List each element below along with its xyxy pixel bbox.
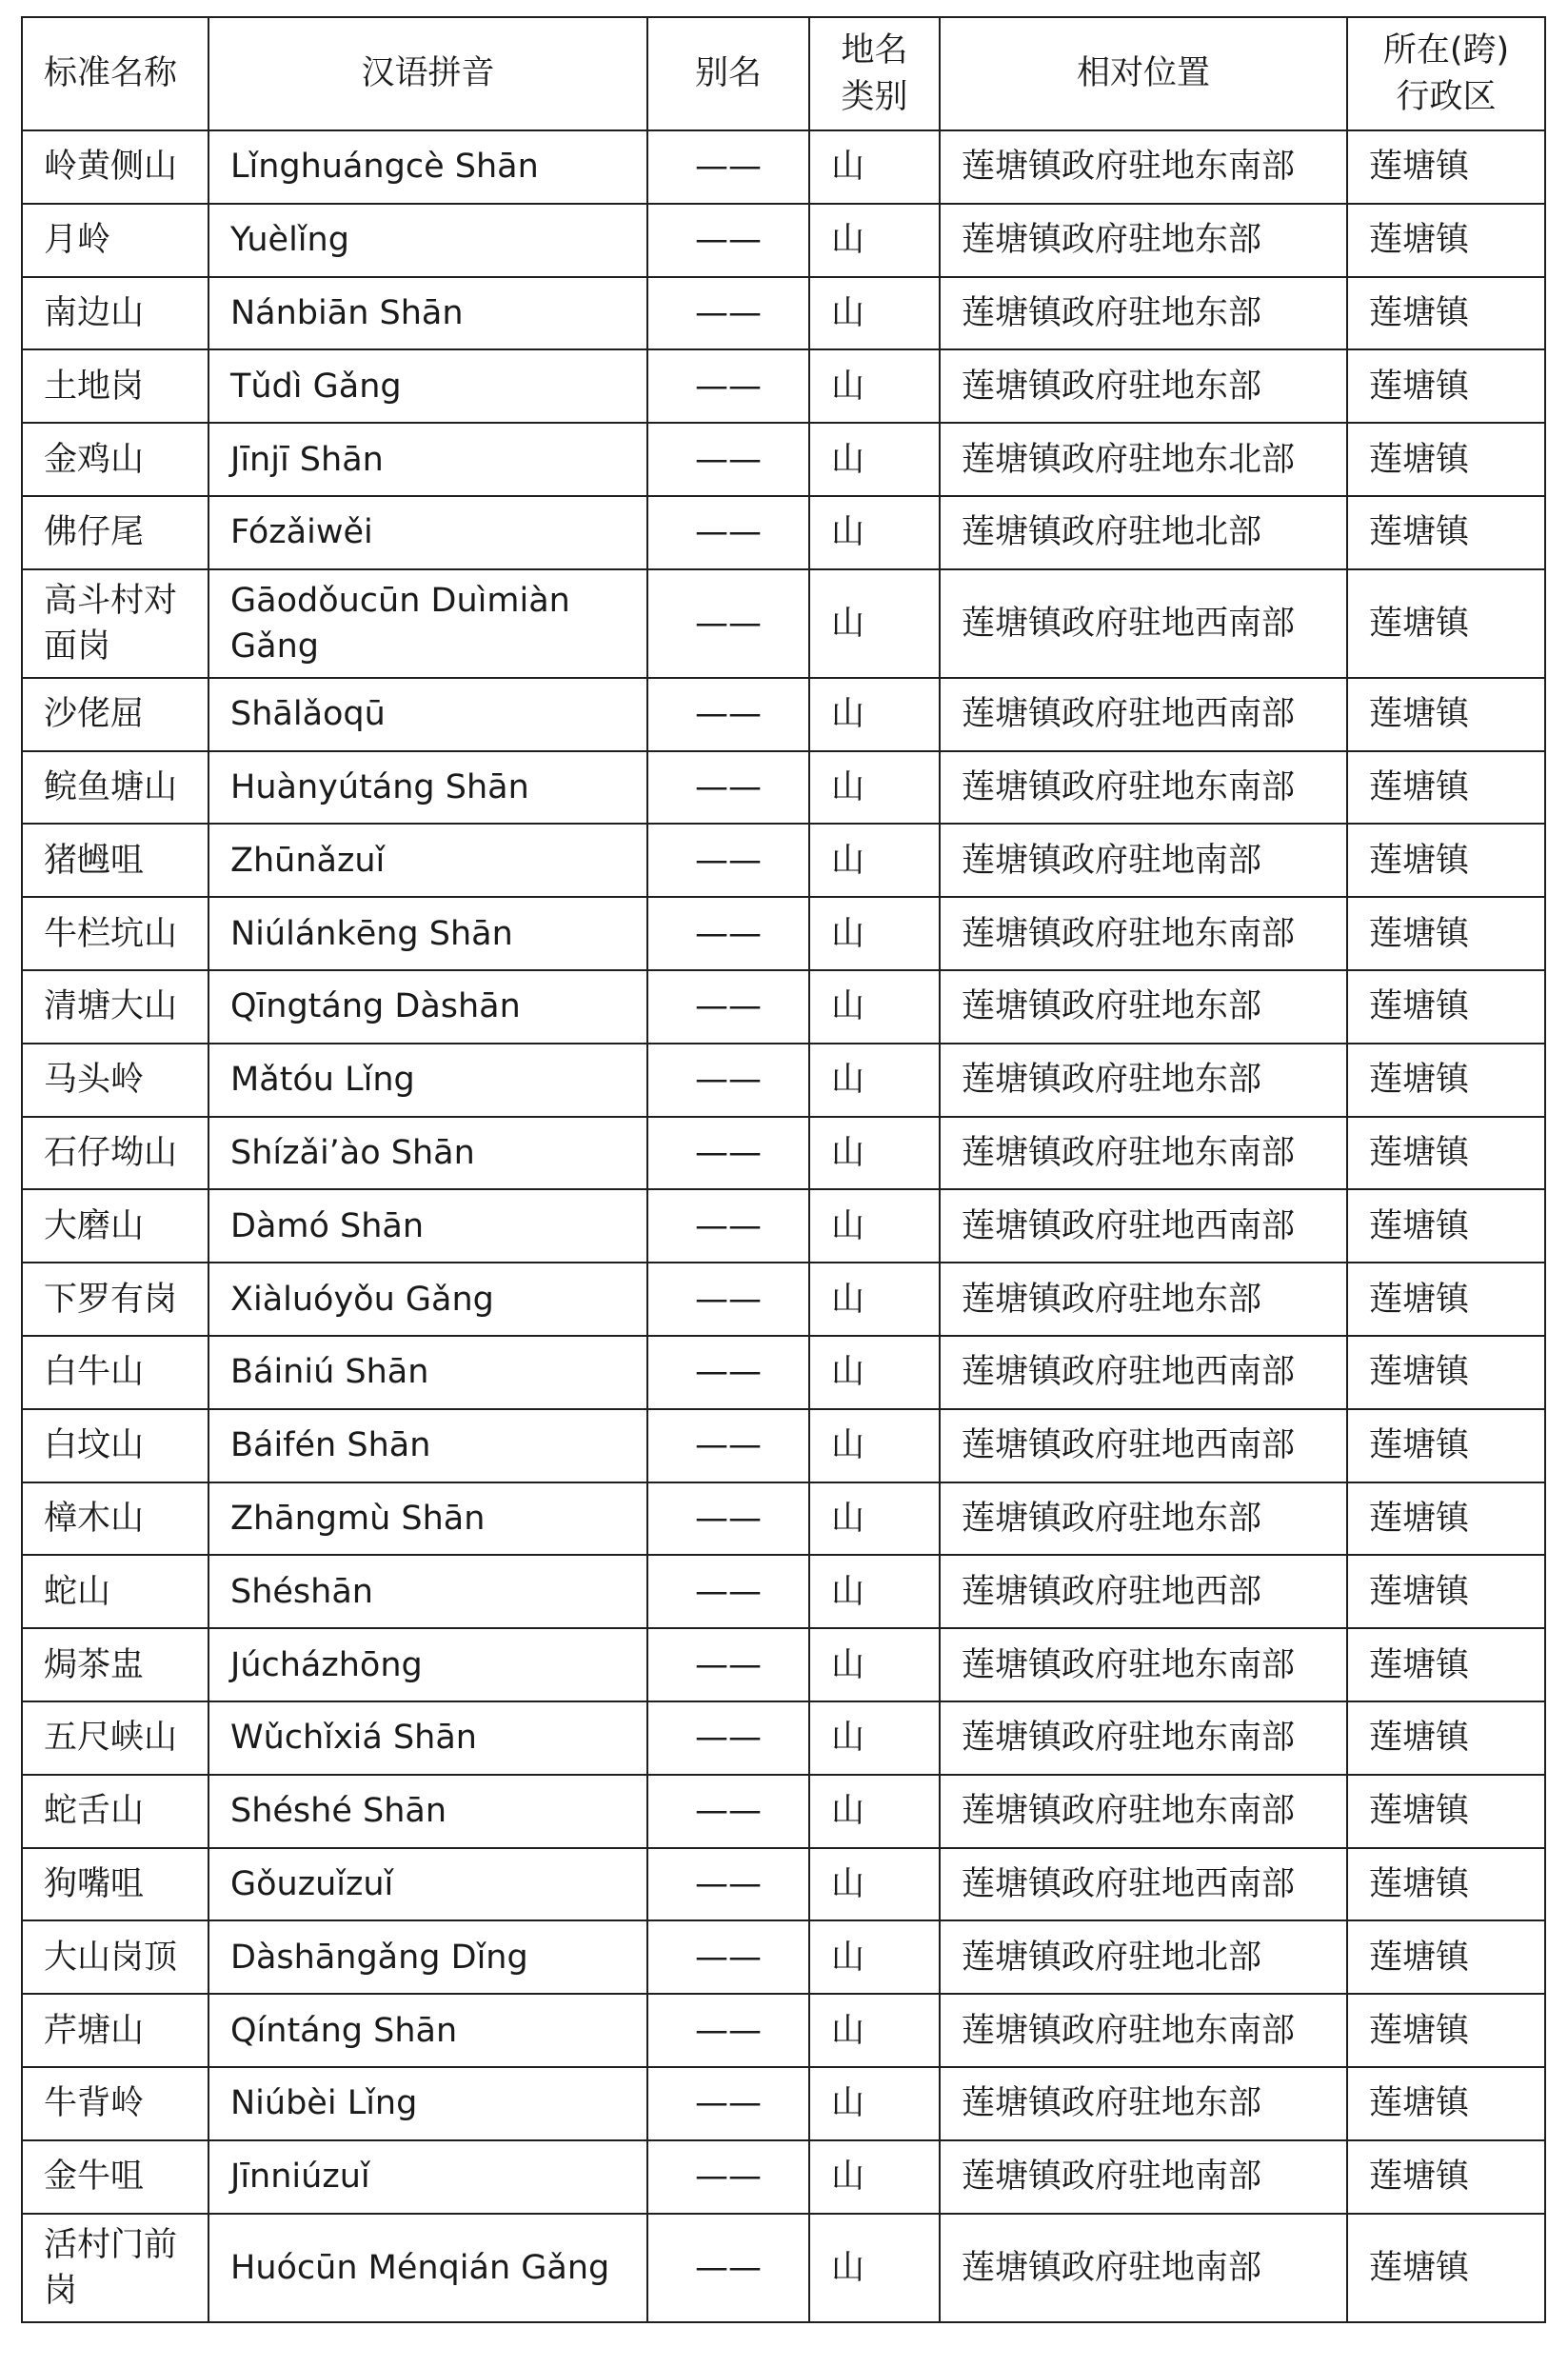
cell-pinyin: Shízǎi’ào Shān [208, 1117, 647, 1190]
table-row [22, 496, 1545, 569]
place-name-table-sheet [21, 16, 1544, 2349]
cell-admin-region: 莲塘镇 [1347, 970, 1545, 1044]
cell-relative-position: 莲塘镇政府驻地东部 [940, 204, 1347, 277]
cell-alias: —— [647, 204, 809, 277]
cell-pinyin: Gǒuzuǐzuǐ [208, 1848, 647, 1921]
cell-admin-region: 莲塘镇 [1347, 130, 1545, 204]
cell-relative-position: 莲塘镇政府驻地东南部 [940, 130, 1347, 204]
table-row [22, 1628, 1545, 1701]
cell-relative-position: 莲塘镇政府驻地东部 [940, 277, 1347, 350]
cell-pinyin: Huócūn Ménqián Gǎng [208, 2214, 647, 2322]
cell-category: 山 [809, 1701, 940, 1775]
cell-pinyin: Qīngtáng Dàshān [208, 970, 647, 1044]
cell-admin-region: 莲塘镇 [1347, 824, 1545, 897]
cell-standard-name: 下罗有岗 [22, 1263, 208, 1336]
cell-relative-position: 莲塘镇政府驻地东南部 [940, 1117, 1347, 1190]
header-relative-position: 相对位置 [940, 17, 1347, 130]
cell-admin-region: 莲塘镇 [1347, 1775, 1545, 1848]
table-row [22, 970, 1545, 1044]
cell-standard-name: 樟木山 [22, 1482, 208, 1556]
cell-standard-name: 白牛山 [22, 1336, 208, 1409]
table-row [22, 1482, 1545, 1556]
cell-category: 山 [809, 1044, 940, 1117]
table-row [22, 824, 1545, 897]
cell-admin-region: 莲塘镇 [1347, 1848, 1545, 1921]
cell-alias: —— [647, 277, 809, 350]
cell-relative-position: 莲塘镇政府驻地东南部 [940, 897, 1347, 970]
table-row [22, 897, 1545, 970]
table-row [22, 1775, 1545, 1848]
cell-pinyin: Lǐnghuángcè Shān [208, 130, 647, 204]
table-row [22, 204, 1545, 277]
cell-admin-region: 莲塘镇 [1347, 277, 1545, 350]
cell-alias: —— [647, 1189, 809, 1263]
table-row [22, 423, 1545, 496]
cell-pinyin: Dàshāngǎng Dǐng [208, 1920, 647, 1994]
cell-relative-position: 莲塘镇政府驻地西部 [940, 1555, 1347, 1628]
cell-admin-region: 莲塘镇 [1347, 2067, 1545, 2140]
table-row [22, 1336, 1545, 1409]
table-row [22, 1555, 1545, 1628]
cell-pinyin: Shéshān [208, 1555, 647, 1628]
cell-standard-name: 清塘大山 [22, 970, 208, 1044]
table-row [22, 1263, 1545, 1336]
cell-relative-position: 莲塘镇政府驻地南部 [940, 2140, 1347, 2214]
cell-pinyin: Niúbèi Lǐng [208, 2067, 647, 2140]
cell-alias: —— [647, 1994, 809, 2067]
cell-alias: —— [647, 897, 809, 970]
cell-category: 山 [809, 423, 940, 496]
cell-standard-name: 沙佬屈 [22, 678, 208, 751]
cell-standard-name: 活村门前岗 [22, 2214, 208, 2322]
cell-standard-name: 五尺峡山 [22, 1701, 208, 1775]
cell-admin-region: 莲塘镇 [1347, 1994, 1545, 2067]
cell-category: 山 [809, 1848, 940, 1921]
cell-relative-position: 莲塘镇政府驻地东部 [940, 1482, 1347, 1556]
cell-alias: —— [647, 130, 809, 204]
cell-pinyin: Xiàluóyǒu Gǎng [208, 1263, 647, 1336]
cell-standard-name: 狗嘴咀 [22, 1848, 208, 1921]
cell-relative-position: 莲塘镇政府驻地西南部 [940, 1409, 1347, 1482]
cell-relative-position: 莲塘镇政府驻地南部 [940, 2214, 1347, 2322]
cell-category: 山 [809, 2140, 940, 2214]
cell-relative-position: 莲塘镇政府驻地西南部 [940, 1189, 1347, 1263]
cell-category: 山 [809, 569, 940, 678]
header-category: 地名 类别 [809, 17, 940, 130]
cell-standard-name: 芹塘山 [22, 1994, 208, 2067]
table-row [22, 1848, 1545, 1921]
cell-standard-name: 鲩鱼塘山 [22, 751, 208, 825]
cell-relative-position: 莲塘镇政府驻地西南部 [940, 678, 1347, 751]
cell-alias: —— [647, 1701, 809, 1775]
cell-pinyin: Qíntáng Shān [208, 1994, 647, 2067]
cell-pinyin: Báifén Shān [208, 1409, 647, 1482]
cell-admin-region: 莲塘镇 [1347, 496, 1545, 569]
cell-category: 山 [809, 970, 940, 1044]
cell-relative-position: 莲塘镇政府驻地北部 [940, 1920, 1347, 1994]
cell-category: 山 [809, 277, 940, 350]
table-row [22, 1409, 1545, 1482]
cell-standard-name: 金鸡山 [22, 423, 208, 496]
cell-category: 山 [809, 1920, 940, 1994]
cell-category: 山 [809, 496, 940, 569]
table-row [22, 1117, 1545, 1190]
table-row [22, 1701, 1545, 1775]
cell-relative-position: 莲塘镇政府驻地东部 [940, 349, 1347, 423]
cell-admin-region: 莲塘镇 [1347, 1628, 1545, 1701]
table-row [22, 130, 1545, 204]
cell-alias: —— [647, 1263, 809, 1336]
cell-standard-name: 石仔坳山 [22, 1117, 208, 1190]
cell-relative-position: 莲塘镇政府驻地东部 [940, 970, 1347, 1044]
cell-standard-name: 蛇舌山 [22, 1775, 208, 1848]
cell-pinyin: Shéshé Shān [208, 1775, 647, 1848]
cell-category: 山 [809, 204, 940, 277]
cell-standard-name: 土地岗 [22, 349, 208, 423]
cell-pinyin: Niúlánkēng Shān [208, 897, 647, 970]
cell-relative-position: 莲塘镇政府驻地东南部 [940, 1628, 1347, 1701]
cell-relative-position: 莲塘镇政府驻地东部 [940, 1044, 1347, 1117]
cell-standard-name: 白坟山 [22, 1409, 208, 1482]
header-admin-region: 所在(跨) 行政区 [1347, 17, 1545, 130]
cell-admin-region: 莲塘镇 [1347, 1409, 1545, 1482]
cell-pinyin: Shālǎoqū [208, 678, 647, 751]
cell-category: 山 [809, 678, 940, 751]
cell-relative-position: 莲塘镇政府驻地东南部 [940, 1994, 1347, 2067]
header-alias: 别名 [647, 17, 809, 130]
table-row [22, 349, 1545, 423]
cell-relative-position: 莲塘镇政府驻地东部 [940, 1263, 1347, 1336]
cell-admin-region: 莲塘镇 [1347, 1920, 1545, 1994]
cell-standard-name: 大山岗顶 [22, 1920, 208, 1994]
table-row [22, 569, 1545, 678]
place-name-table [21, 16, 1546, 2323]
cell-standard-name: 猪乸咀 [22, 824, 208, 897]
cell-admin-region: 莲塘镇 [1347, 678, 1545, 751]
cell-pinyin: Jīnjī Shān [208, 423, 647, 496]
cell-admin-region: 莲塘镇 [1347, 349, 1545, 423]
cell-pinyin: Zhāngmù Shān [208, 1482, 647, 1556]
cell-alias: —— [647, 1117, 809, 1190]
table-row [22, 277, 1545, 350]
cell-admin-region: 莲塘镇 [1347, 204, 1545, 277]
cell-pinyin: Mǎtóu Lǐng [208, 1044, 647, 1117]
cell-admin-region: 莲塘镇 [1347, 2140, 1545, 2214]
cell-alias: —— [647, 2214, 809, 2322]
cell-alias: —— [647, 1775, 809, 1848]
cell-admin-region: 莲塘镇 [1347, 1482, 1545, 1556]
cell-pinyin: Júcházhōng [208, 1628, 647, 1701]
cell-category: 山 [809, 1775, 940, 1848]
table-row [22, 1994, 1545, 2067]
cell-standard-name: 牛栏坑山 [22, 897, 208, 970]
cell-pinyin: Báiniú Shān [208, 1336, 647, 1409]
cell-category: 山 [809, 1336, 940, 1409]
cell-relative-position: 莲塘镇政府驻地东南部 [940, 751, 1347, 825]
cell-category: 山 [809, 2067, 940, 2140]
cell-alias: —— [647, 1482, 809, 1556]
cell-admin-region: 莲塘镇 [1347, 1336, 1545, 1409]
cell-category: 山 [809, 1263, 940, 1336]
header-pinyin: 汉语拼音 [208, 17, 647, 130]
cell-alias: —— [647, 824, 809, 897]
cell-alias: —— [647, 2067, 809, 2140]
cell-category: 山 [809, 1117, 940, 1190]
cell-relative-position: 莲塘镇政府驻地东北部 [940, 423, 1347, 496]
cell-category: 山 [809, 130, 940, 204]
cell-relative-position: 莲塘镇政府驻地东南部 [940, 1775, 1347, 1848]
cell-category: 山 [809, 1994, 940, 2067]
cell-alias: —— [647, 1628, 809, 1701]
cell-admin-region: 莲塘镇 [1347, 1555, 1545, 1628]
cell-alias: —— [647, 1848, 809, 1921]
cell-alias: —— [647, 1044, 809, 1117]
cell-admin-region: 莲塘镇 [1347, 1117, 1545, 1190]
cell-admin-region: 莲塘镇 [1347, 1701, 1545, 1775]
cell-category: 山 [809, 2214, 940, 2322]
cell-standard-name: 月岭 [22, 204, 208, 277]
cell-pinyin: Zhūnǎzuǐ [208, 824, 647, 897]
table-row [22, 751, 1545, 825]
cell-alias: —— [647, 678, 809, 751]
cell-category: 山 [809, 824, 940, 897]
cell-relative-position: 莲塘镇政府驻地北部 [940, 496, 1347, 569]
cell-admin-region: 莲塘镇 [1347, 897, 1545, 970]
cell-standard-name: 高斗村对面岗 [22, 569, 208, 678]
cell-category: 山 [809, 1409, 940, 1482]
cell-admin-region: 莲塘镇 [1347, 1044, 1545, 1117]
table-body [22, 130, 1545, 2322]
cell-pinyin: Gāodǒucūn Duìmiàn Gǎng [208, 569, 647, 678]
cell-alias: —— [647, 1336, 809, 1409]
cell-alias: —— [647, 569, 809, 678]
header-standard-name: 标准名称 [22, 17, 208, 130]
cell-standard-name: 蛇山 [22, 1555, 208, 1628]
cell-pinyin: Dàmó Shān [208, 1189, 647, 1263]
cell-alias: —— [647, 496, 809, 569]
header-row [22, 17, 1545, 130]
table-row [22, 1044, 1545, 1117]
cell-relative-position: 莲塘镇政府驻地西南部 [940, 569, 1347, 678]
cell-category: 山 [809, 349, 940, 423]
cell-relative-position: 莲塘镇政府驻地东部 [940, 2067, 1347, 2140]
cell-admin-region: 莲塘镇 [1347, 751, 1545, 825]
cell-category: 山 [809, 1189, 940, 1263]
cell-standard-name: 马头岭 [22, 1044, 208, 1117]
cell-relative-position: 莲塘镇政府驻地东南部 [940, 1701, 1347, 1775]
cell-pinyin: Jīnniúzuǐ [208, 2140, 647, 2214]
cell-standard-name: 金牛咀 [22, 2140, 208, 2214]
cell-relative-position: 莲塘镇政府驻地南部 [940, 824, 1347, 897]
cell-alias: —— [647, 1555, 809, 1628]
table-row [22, 1920, 1545, 1994]
cell-alias: —— [647, 1409, 809, 1482]
cell-alias: —— [647, 2140, 809, 2214]
table-row [22, 678, 1545, 751]
cell-category: 山 [809, 751, 940, 825]
cell-pinyin: Yuèlǐng [208, 204, 647, 277]
cell-pinyin: Huànyútáng Shān [208, 751, 647, 825]
table-row [22, 2214, 1545, 2322]
cell-pinyin: Nánbiān Shān [208, 277, 647, 350]
cell-admin-region: 莲塘镇 [1347, 423, 1545, 496]
cell-alias: —— [647, 751, 809, 825]
cell-standard-name: 佛仔尾 [22, 496, 208, 569]
cell-admin-region: 莲塘镇 [1347, 569, 1545, 678]
cell-standard-name: 牛背岭 [22, 2067, 208, 2140]
cell-alias: —— [647, 423, 809, 496]
cell-admin-region: 莲塘镇 [1347, 1189, 1545, 1263]
cell-standard-name: 南边山 [22, 277, 208, 350]
cell-category: 山 [809, 1555, 940, 1628]
table-row [22, 2067, 1545, 2140]
table-row [22, 1189, 1545, 1263]
cell-pinyin: Fózǎiwěi [208, 496, 647, 569]
cell-category: 山 [809, 897, 940, 970]
cell-relative-position: 莲塘镇政府驻地西南部 [940, 1848, 1347, 1921]
cell-alias: —— [647, 1920, 809, 1994]
cell-standard-name: 大磨山 [22, 1189, 208, 1263]
cell-standard-name: 岭黄侧山 [22, 130, 208, 204]
cell-alias: —— [647, 970, 809, 1044]
cell-pinyin: Wǔchǐxiá Shān [208, 1701, 647, 1775]
cell-category: 山 [809, 1482, 940, 1556]
cell-standard-name: 焗茶盅 [22, 1628, 208, 1701]
cell-alias: —— [647, 349, 809, 423]
cell-admin-region: 莲塘镇 [1347, 2214, 1545, 2322]
cell-category: 山 [809, 1628, 940, 1701]
cell-admin-region: 莲塘镇 [1347, 1263, 1545, 1336]
cell-pinyin: Tǔdì Gǎng [208, 349, 647, 423]
cell-relative-position: 莲塘镇政府驻地西南部 [940, 1336, 1347, 1409]
table-row [22, 2140, 1545, 2214]
